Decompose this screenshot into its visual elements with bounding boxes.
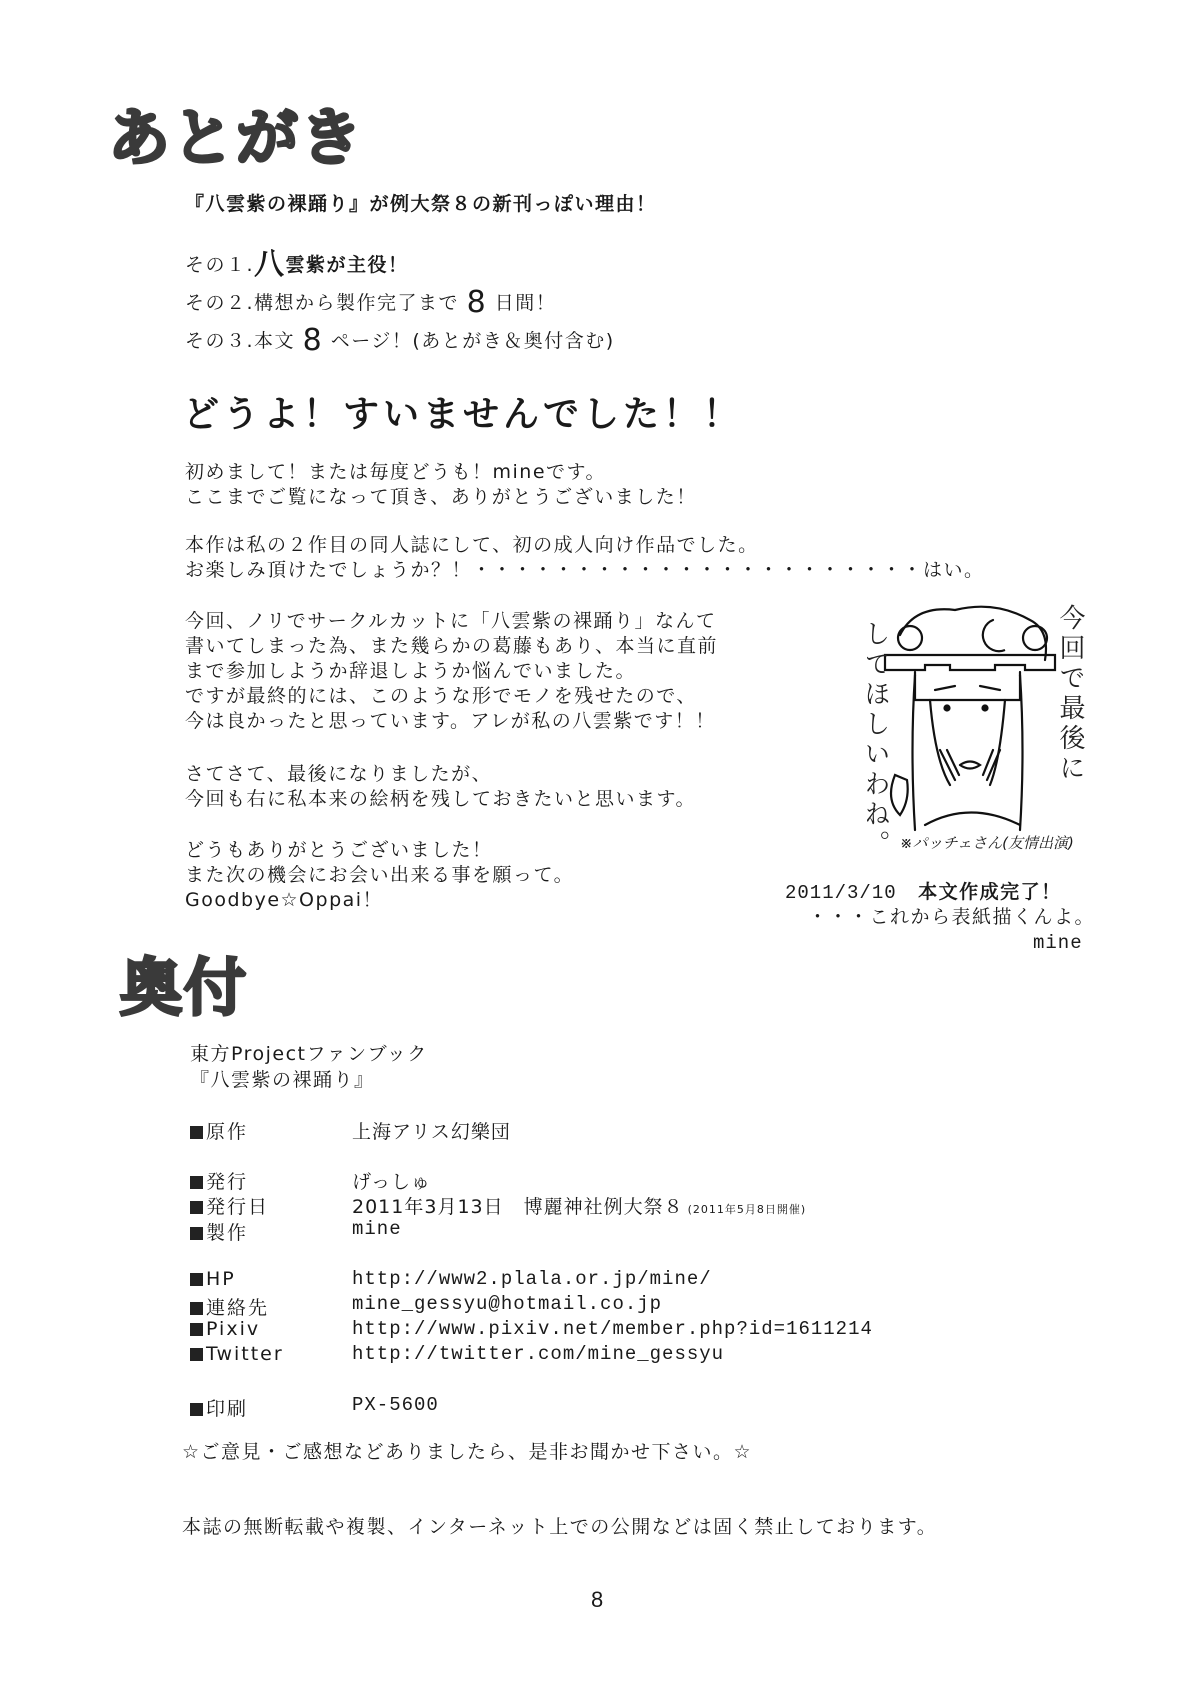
- colophon-label: [190, 1394, 248, 1421]
- square-bullet-icon: [190, 1403, 203, 1416]
- eye: [945, 706, 950, 711]
- colophon-label-text: 印刷: [206, 1398, 249, 1420]
- text-line: 書いてしまった為、また幾らかの葛藤もあり、本当に直前: [185, 635, 719, 657]
- colophon-value: [352, 1192, 806, 1219]
- colophon-value: [352, 1268, 712, 1290]
- colophon-label-text: 発行日: [206, 1196, 270, 1218]
- colophon-value-text: げっしゅ: [352, 1171, 432, 1193]
- collar: [925, 813, 1020, 826]
- signoff-line2: ・・・これから表紙描くんよ。: [808, 906, 1096, 928]
- hair-strands: [913, 675, 1023, 830]
- page-number: 8: [591, 1587, 604, 1612]
- reason-emphasis: 8: [466, 285, 488, 320]
- colophon-value: [352, 1343, 724, 1365]
- reason-3: [185, 323, 615, 358]
- colophon-value: [352, 1218, 402, 1240]
- square-bullet-icon: [190, 1302, 203, 1315]
- copyright-notice: 本誌の無断転載や複製、インターネット上での公開などは固く禁止しております。: [182, 1516, 938, 1538]
- square-bullet-icon: [190, 1201, 203, 1214]
- reason-text: 雲紫が主役！: [285, 254, 409, 276]
- afterword-heading: あとがき: [108, 101, 365, 174]
- paragraph: [185, 762, 696, 812]
- square-bullet-icon: [190, 1126, 203, 1139]
- colophon-value: [352, 1394, 439, 1416]
- colophon-label: [190, 1117, 248, 1144]
- colophon-value-text: http://twitter.com/mine_gessyu: [352, 1343, 725, 1365]
- square-bullet-icon: [190, 1273, 203, 1286]
- reason-text: 日間！: [494, 292, 557, 314]
- reason-prefix: その１.: [185, 254, 255, 276]
- text-line: 今回も右に私本来の絵柄を残しておきたいと思います。: [185, 788, 696, 810]
- colophon-title: 『八雲紫の裸踊り』: [190, 1069, 375, 1091]
- colophon-value-text: 2011年3月13日 博麗神社例大祭８: [352, 1196, 684, 1218]
- square-bullet-icon: [190, 1176, 203, 1189]
- colophon-label: [190, 1167, 248, 1194]
- bangs: [915, 672, 1020, 700]
- text-line: 今は良かったと思っています。アレが私の八雲紫です！！: [185, 710, 716, 732]
- text-line: さてさて、最後になりましたが、: [185, 763, 493, 785]
- paragraph: [185, 460, 697, 510]
- square-bullet-icon: [190, 1227, 203, 1240]
- colophon-label-text: HP: [206, 1268, 236, 1290]
- reason-emphasis: 8: [302, 323, 324, 358]
- colophon-label-text: Pixiv: [206, 1318, 261, 1340]
- text-line: ここまでご覧になって頂き、ありがとうございました！: [185, 486, 697, 508]
- colophon-label: [190, 1192, 269, 1219]
- colophon-label-text: Twitter: [206, 1343, 284, 1365]
- colophon-value-text: http://www2.plala.or.jp/mine/: [352, 1268, 712, 1290]
- colophon-value: [352, 1318, 873, 1340]
- reason-1: [185, 247, 409, 282]
- reason-prefix: その３.本文: [185, 330, 296, 352]
- feedback-request: ☆ご意見・ご感想などありましたら、是非お聞かせ下さい。☆: [182, 1441, 753, 1463]
- colophon-label: [190, 1343, 284, 1365]
- colophon-value: [352, 1117, 511, 1144]
- text-line: どうもありがとうございました！: [185, 839, 493, 861]
- square-bullet-icon: [190, 1323, 203, 1336]
- reason-text: ページ！(あとがき＆奥付含む): [330, 330, 615, 352]
- text-line: 本作は私の２作目の同人誌にして、初の成人向け作品でした。: [185, 534, 759, 556]
- text-line: まで参加しようか辞退しようか悩んでいました。: [185, 660, 637, 682]
- colophon-label-text: 連絡先: [206, 1297, 270, 1319]
- hat-bow: [1023, 626, 1047, 650]
- eyebrows: [935, 686, 1000, 690]
- hat-brim: [885, 655, 1055, 670]
- colophon-value-text: PX-5600: [352, 1394, 439, 1416]
- afterword-intro: 『八雲紫の裸踊り』が例大祭８の新刊っぽい理由！: [185, 193, 657, 215]
- colophon-value-text: mine: [352, 1218, 402, 1240]
- paragraph: [185, 838, 574, 913]
- colophon-value-text: 上海アリス幻樂団: [352, 1121, 511, 1143]
- colophon-value-text: mine_gessyu@hotmail.co.jp: [352, 1293, 663, 1315]
- paragraph: [185, 533, 985, 583]
- event-date-note: (2011年5月8日開催): [687, 1203, 807, 1216]
- colophon-label: [190, 1268, 236, 1290]
- hair-shading: [940, 750, 1000, 780]
- signoff-date: 2011/3/10: [785, 882, 897, 904]
- text-line: Goodbye☆Oppai！: [185, 889, 384, 911]
- apology-shout: どうよ！すいませんでした！！: [183, 394, 744, 435]
- reason-emphasis: 八: [254, 247, 286, 282]
- colophon-label: [190, 1318, 260, 1340]
- square-bullet-icon: [190, 1348, 203, 1361]
- text-line: お楽しみ頂けたでしょうか？！・・・・・・・・・・・・・・・・・・・・・・はい。: [185, 559, 985, 581]
- speech-right: 今回で最後に: [1055, 604, 1085, 784]
- colophon-series: 東方Projectファンブック: [190, 1043, 428, 1065]
- hat-bow: [898, 626, 922, 650]
- colophon-value: [352, 1167, 431, 1194]
- mouth: [960, 762, 980, 769]
- colophon-heading: 奥付: [120, 951, 249, 1024]
- text-line: 初めまして！または毎度どうも！mineです。: [185, 461, 606, 483]
- signoff-text: 本文作成完了！: [918, 881, 1062, 903]
- signoff-line1: [785, 880, 1062, 906]
- signoff-author: mine: [1033, 932, 1083, 954]
- colophon-value-text: http://www.pixiv.net/member.php?id=1611214: [352, 1318, 873, 1340]
- colophon-label-text: 原作: [206, 1121, 249, 1143]
- colophon-label: [190, 1218, 248, 1245]
- illustration-caption: ※パッチェさん(友情出演): [900, 834, 1074, 852]
- text-line: 今回、ノリでサークルカットに「八雲紫の裸踊り」なんて: [185, 610, 717, 632]
- colophon-label-text: 発行: [206, 1171, 249, 1193]
- paragraph: [185, 609, 718, 734]
- speech-left: してほしいわね。: [860, 620, 890, 860]
- text-line: また次の機会にお会い出来る事を願って。: [185, 864, 575, 886]
- eye: [983, 706, 988, 711]
- colophon-label: [190, 1293, 269, 1320]
- crescent-moon-icon: [983, 620, 1005, 651]
- reason-prefix: その２.構想から製作完了まで: [185, 292, 460, 314]
- colophon-label-text: 製作: [206, 1222, 249, 1244]
- reason-2: [185, 285, 557, 320]
- colophon-value: [352, 1293, 662, 1315]
- text-line: ですが最終的には、このような形でモノを残せたので、: [185, 685, 697, 707]
